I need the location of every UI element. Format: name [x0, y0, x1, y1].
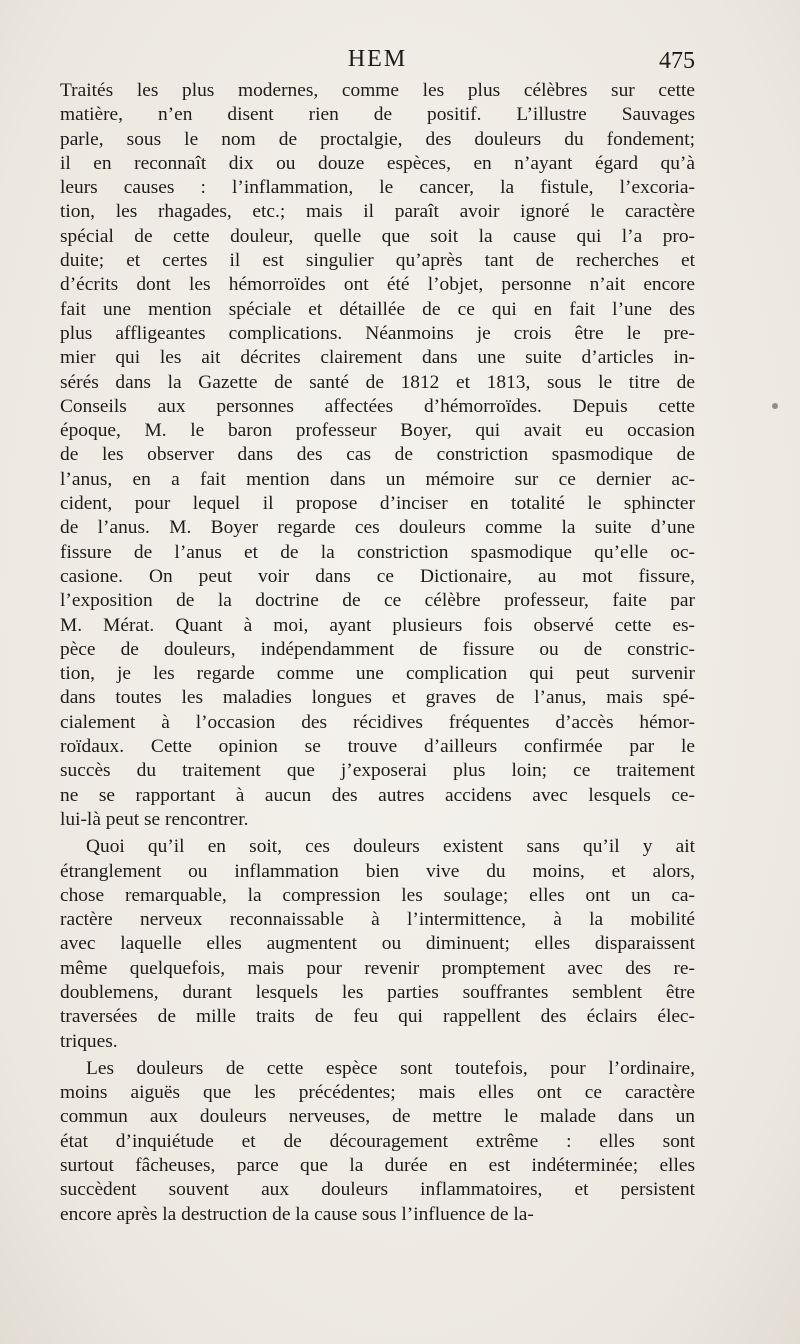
paragraph [60, 79, 695, 832]
body-text [60, 79, 695, 1227]
text-line: il en reconnaît dix ou douze espèces, en n’ayant égard qu’à [60, 152, 695, 174]
text-line: avec laquelle elles augmentent ou diminuent; elles disparaissent [60, 933, 695, 955]
page-header [60, 46, 695, 76]
text-line: mier qui les ait décrites clairement dans une suite d’articles in- [60, 347, 695, 369]
text-line: Traités les plus modernes, comme les plus célèbres sur cette [60, 80, 695, 101]
text-line: leurs causes : l’inflammation, le cancer, la fistule, l’excoria- [60, 177, 695, 199]
text-line: Quoi qu’il en soit, ces douleurs existent sans qu’il y ait [86, 836, 695, 858]
text-line: d’écrits dont les hémorroïdes ont été l’objet, personne n’ait encore [60, 274, 695, 296]
text-line: tion, je les regarde comme une complication qui peut survenir [60, 663, 695, 685]
text-line: sérés dans la Gazette de santé de 1812 et 1813, sous le titre de [60, 371, 695, 393]
text-line: de l’anus. M. Boyer regarde ces douleurs comme la suite d’une [60, 517, 695, 539]
text-line: Conseils aux personnes affectées d’hémorroïdes. Depuis cette [60, 395, 695, 417]
text-line: ne se rapportant à aucun des autres accidens avec lesquels ce- [60, 784, 695, 806]
paragraph [60, 1057, 695, 1227]
text-line: casione. On peut voir dans ce Dictionaire, au mot fissure, [60, 565, 695, 587]
text-line: encore après la destruction de la cause sous l’influence de la- [60, 1203, 534, 1225]
text-line: ractère nerveux reconnaissable à l’intermittence, à la mobilité [60, 909, 695, 931]
text-line: spécial de cette douleur, quelle que soit la cause qui l’a pro- [60, 225, 695, 247]
text-line: de les observer dans des cas de constriction spasmodique de [60, 444, 695, 466]
text-line: triques. [60, 1030, 118, 1052]
text-line: époque, M. le baron professeur Boyer, qui avait eu occasion [60, 420, 695, 442]
text-line: matière, n’en disent rien de positif. L’illustre Sauvages [60, 104, 695, 126]
text-line: fait une mention spéciale et détaillée de ce qui en fait l’une des [60, 298, 695, 320]
text-line: fissure de l’anus et de la constriction spasmodique qu’elle oc- [60, 541, 695, 563]
text-line: parle, sous le nom de proctalgie, des douleurs du fondement; [60, 128, 695, 150]
page-number: 475 [659, 48, 695, 74]
text-line: étranglement ou inflammation bien vive du moins, et alors, [60, 860, 695, 882]
running-title: HEM [347, 46, 408, 72]
text-line: lui-là peut se rencontrer. [60, 808, 249, 830]
text-line: commun aux douleurs nerveuses, de mettre le malade dans un [60, 1106, 695, 1128]
text-line: traversées de mille traits de feu qui rappellent des éclairs élec- [60, 1006, 695, 1028]
text-line: dans toutes les maladies longues et graves de l’anus, mais spé- [60, 687, 695, 709]
text-line: cialement à l’occasion des récidives fréquentes d’accès hémor- [60, 711, 695, 733]
text-line: M. Mérat. Quant à moi, ayant plusieurs fois observé cette es- [60, 614, 695, 636]
text-line: duite; et certes il est singulier qu’après tant de recherches et [60, 250, 695, 272]
text-line: roïdaux. Cette opinion se trouve d’ailleurs confirmée par le [60, 736, 695, 758]
text-line: succès du traitement que j’exposerai plus loin; ce traitement [60, 760, 695, 782]
text-line: doublemens, durant lesquels les parties souffrantes semblent être [60, 981, 695, 1003]
text-line: moins aiguës que les précédentes; mais elles ont ce caractère [60, 1082, 695, 1104]
text-line: cident, pour lequel il propose d’inciser en totalité le sphincter [60, 493, 695, 515]
text-line: même quelquefois, mais pour revenir promptement avec des re- [60, 957, 695, 979]
text-line: l’exposition de la doctrine de ce célèbre professeur, faite par [60, 590, 695, 612]
text-line: succèdent souvent aux douleurs inflammatoires, et persistent [60, 1179, 695, 1201]
paper-stain [772, 403, 778, 409]
text-line: surtout fâcheuses, parce que la durée en est indéterminée; elles [60, 1155, 695, 1177]
text-line: pèce de douleurs, indépendamment de fissure ou de constric- [60, 638, 695, 660]
text-line: Les douleurs de cette espèce sont toutefois, pour l’ordinaire, [86, 1057, 695, 1079]
text-line: plus affligeantes complications. Néanmoins je crois être le pre- [60, 322, 695, 344]
text-line: l’anus, en a fait mention dans un mémoire sur ce dernier ac- [60, 468, 695, 490]
text-line: tion, les rhagades, etc.; mais il paraît avoir ignoré le caractère [60, 201, 695, 223]
text-line: état d’inquiétude et de découragement extrême : elles sont [60, 1130, 695, 1152]
text-line: chose remarquable, la compression les soulage; elles ont un ca- [60, 884, 695, 906]
paragraph [60, 835, 695, 1054]
